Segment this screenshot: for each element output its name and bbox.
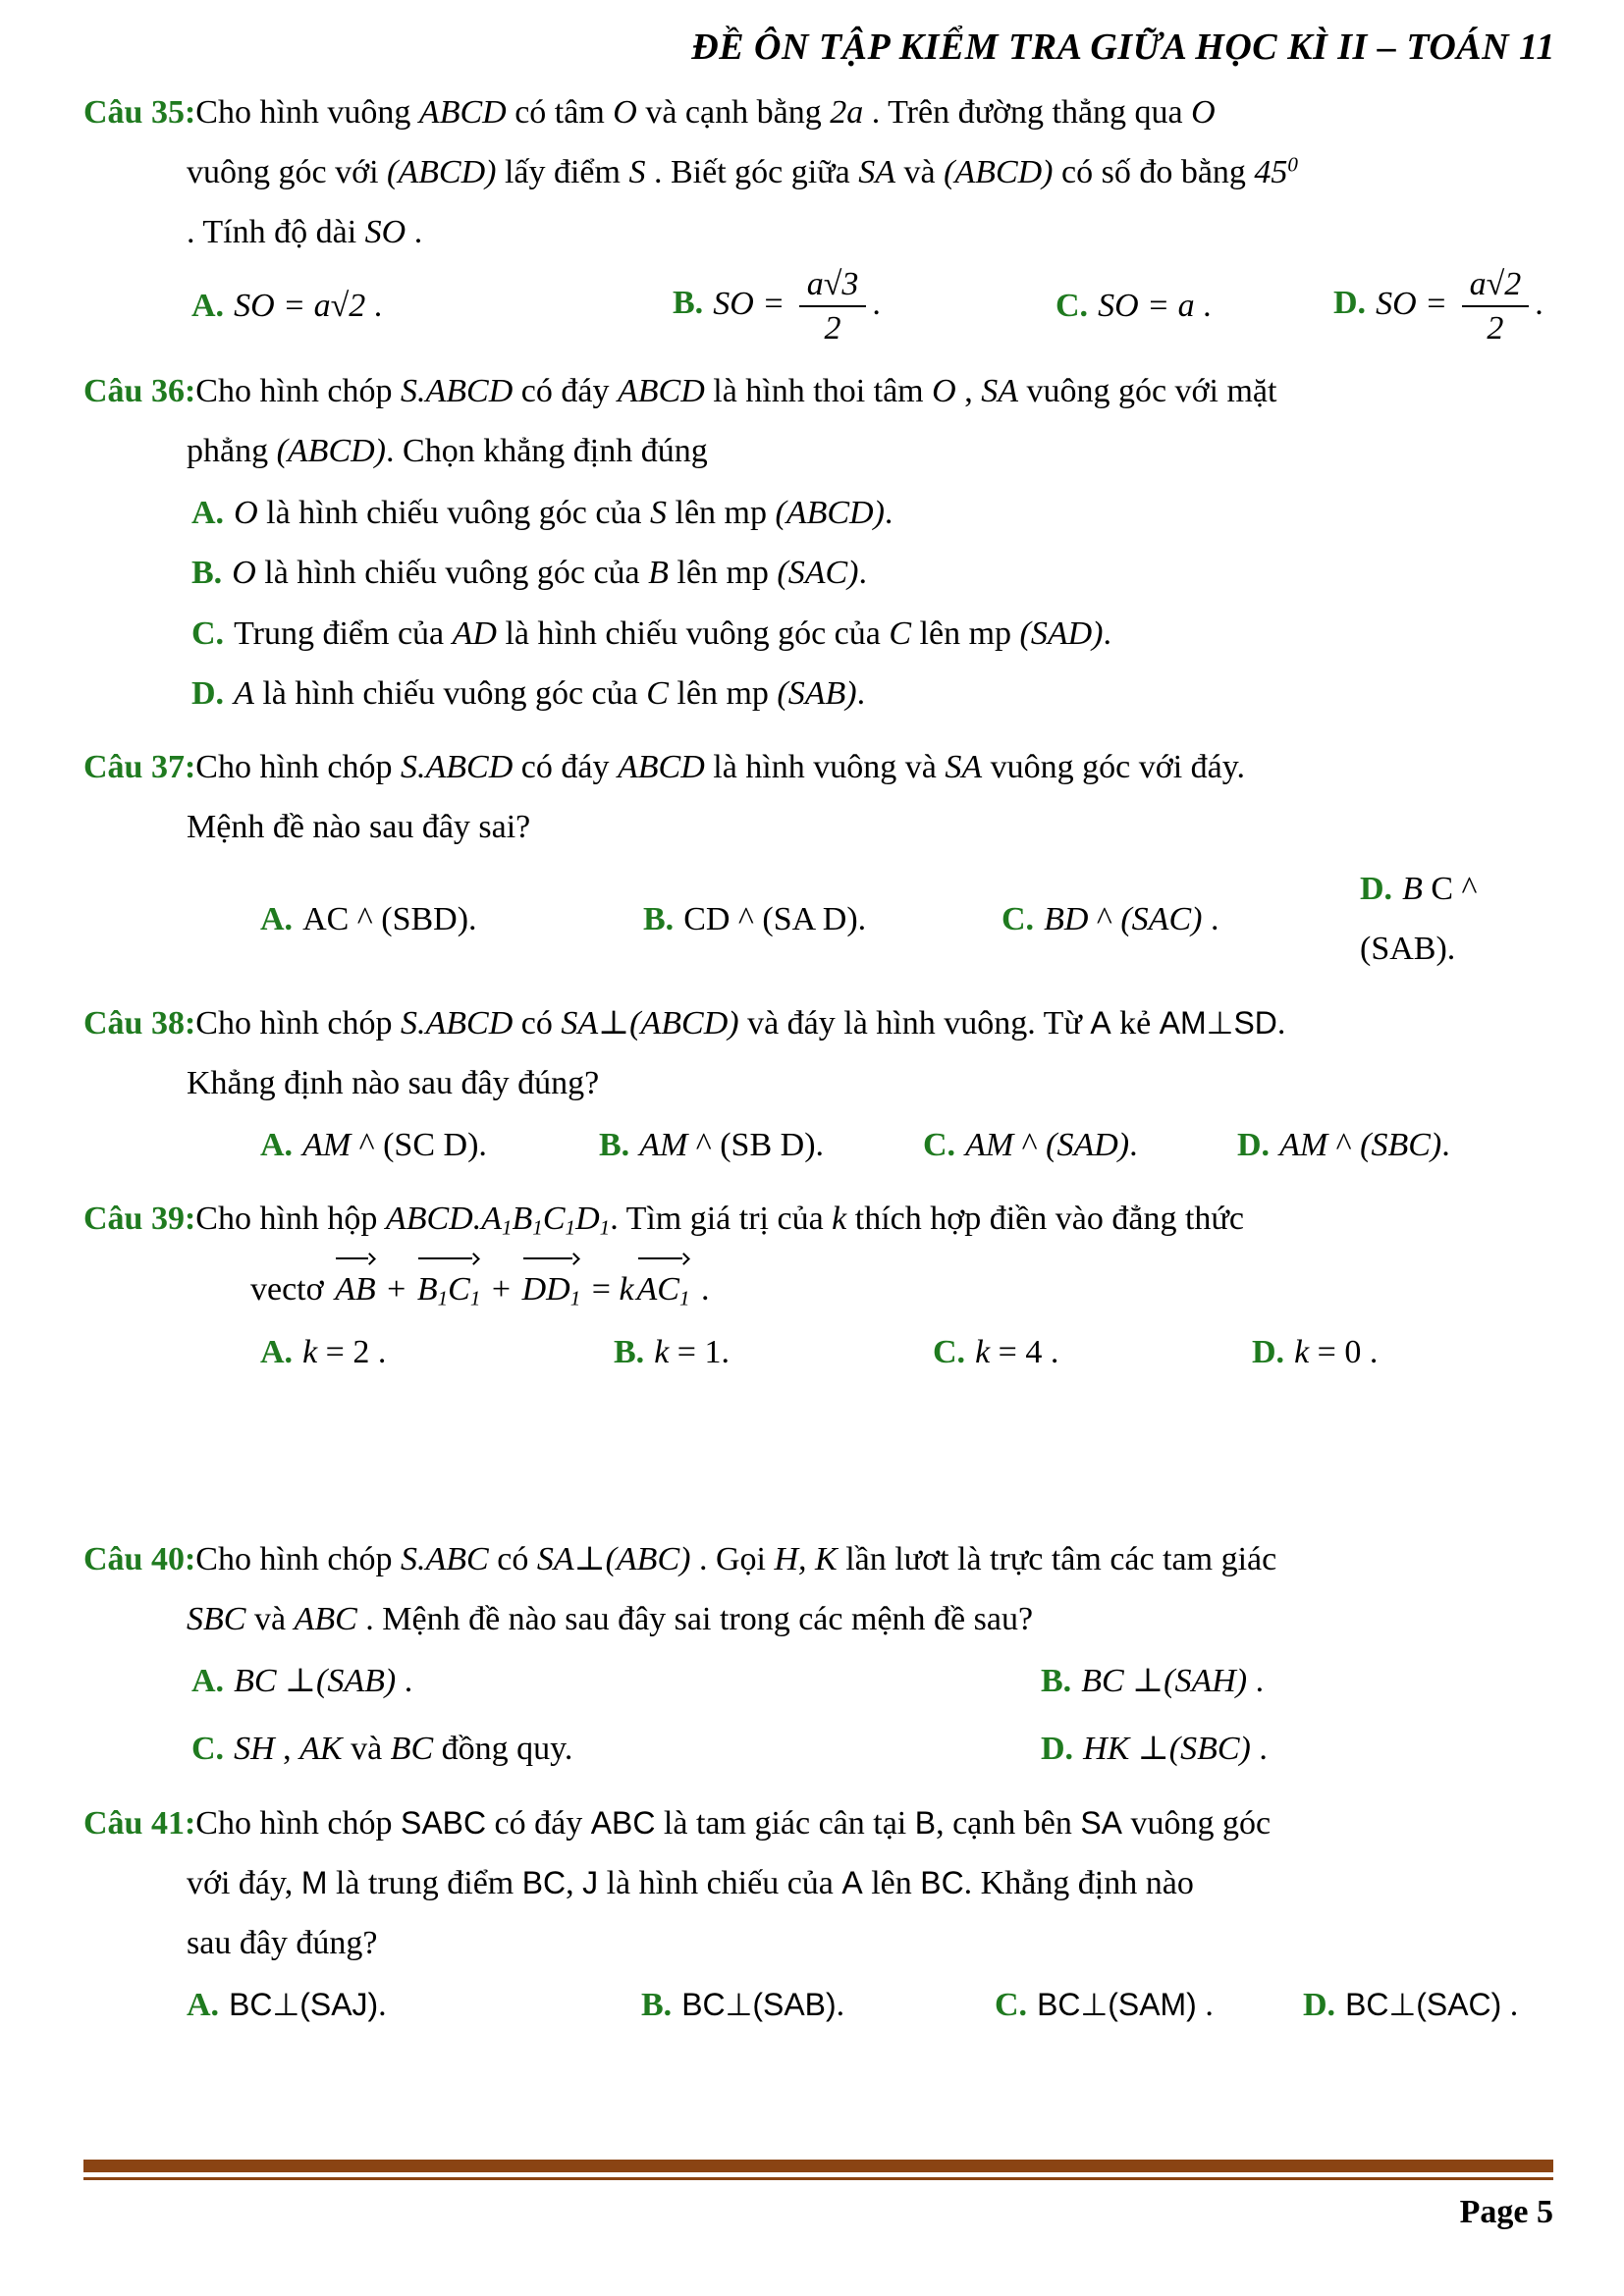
answer-option-b (1041, 1651, 1555, 1711)
option-text: BC⊥(SAJ). (229, 1987, 387, 2024)
question-number: Câu 39: (83, 1201, 196, 1238)
answer-options (260, 859, 1555, 979)
answer-options (187, 1975, 1555, 2035)
question-39 (83, 1189, 1555, 1382)
question-37 (83, 737, 1555, 980)
answer-option-a (191, 483, 1555, 543)
option-text: AM ^ (SBC). (1279, 1127, 1450, 1163)
option-text: B C ^ (SAB). (1360, 871, 1478, 968)
option-text: O là hình chiếu vuông góc của B lên mp (SAC). (232, 555, 867, 592)
answer-option-a (191, 276, 673, 336)
option-letter: A. (187, 1987, 220, 2024)
question-38 (83, 993, 1555, 1176)
statement-text: Cho hình chóp S.ABCD có SA⊥(ABCD) và đáy là hình vuông. Từ A kẻ AM⊥SD. Khẳng định nào sau đây đúng? (187, 1004, 1286, 1101)
option-letter: A. (191, 1663, 225, 1700)
option-text: SO = (713, 285, 793, 322)
answer-option-b (673, 265, 1056, 347)
option-text: BD ^ (SAC) . (1044, 900, 1219, 937)
option-letter: A. (191, 288, 225, 325)
answer-option-d (1252, 1322, 1555, 1382)
page-number: Page 5 (1459, 2194, 1553, 2230)
question-statement (83, 1189, 1555, 1249)
statement-text: Cho hình chóp S.ABCD có đáy ABCD là hình thoi tâm O , SA vuông góc với mặt phẳng (ABCD). Chọn khẳng định đúng (187, 372, 1277, 469)
option-letter: D. (1041, 1731, 1074, 1768)
question-40 (83, 1529, 1555, 1780)
vector-DD1: $DD_1$ (522, 1255, 581, 1319)
answer-options (260, 1115, 1555, 1175)
option-text: BC⊥(SAM) . (1037, 1987, 1214, 2024)
question-number: Câu 40: (83, 1540, 196, 1577)
option-text: AM ^ (SB D). (639, 1127, 825, 1163)
option-letter: C. (1056, 288, 1089, 325)
answer-option-d (1360, 859, 1555, 979)
option-letter: A. (191, 495, 225, 532)
question-35 (83, 82, 1555, 347)
answer-option-a (260, 889, 643, 949)
option-letter: B. (641, 1987, 673, 2024)
option-letter: A. (260, 1127, 294, 1163)
option-text: AM ^ (SC D). (302, 1127, 487, 1163)
question-number: Câu 41: (83, 1804, 196, 1842)
answer-option-c (933, 1322, 1252, 1382)
answer-option-d (1237, 1115, 1555, 1175)
option-letter: B. (643, 900, 675, 937)
option-letter: B. (673, 285, 704, 322)
answer-option-d (1333, 265, 1555, 347)
question-41 (83, 1793, 1555, 2036)
answer-option-c (923, 1115, 1237, 1175)
fraction-numerator: a√3 (799, 265, 867, 307)
fraction (1462, 265, 1530, 347)
answer-option-d (191, 664, 1555, 723)
page-footer (83, 2160, 1553, 2231)
answer-option-d (1041, 1719, 1555, 1779)
option-letter: B. (614, 1333, 645, 1370)
option-letter: C. (995, 1987, 1028, 2024)
answer-options (191, 1651, 1555, 1779)
answer-option-c (1001, 889, 1360, 949)
option-text: O là hình chiếu vuông góc của S lên mp (ABCD). (234, 495, 893, 532)
question-statement (83, 82, 1555, 263)
option-text: AC ^ (SBD). (302, 900, 477, 937)
option-letter: A. (260, 900, 294, 937)
option-text: SO = a . (1098, 288, 1212, 325)
answer-option-b (614, 1322, 933, 1382)
option-text: k = 1. (654, 1333, 730, 1370)
statement-text: Cho hình chóp SABC có đáy ABC là tam giác cân tại B, cạnh bên SA vuông góc với đáy, M là trung điểm BC, J là hình chiếu của A lên BC. Khẳng định nào sau đây đúng? (187, 1804, 1272, 1961)
vector-AC1: $AC_1$ (637, 1255, 690, 1319)
vector-B1C1: $B_1C_1$ (417, 1255, 481, 1319)
option-letter: D. (1303, 1987, 1336, 2024)
option-letter: C. (933, 1333, 966, 1370)
answer-option-a (260, 1322, 614, 1382)
equation-prefix: vectơ (250, 1271, 333, 1308)
answer-option-c (995, 1975, 1303, 2035)
statement-text: Cho hình chóp S.ABC có SA⊥(ABC) . Gọi H, K lần lươt là trực tâm các tam giác SBC và ABC . Mệnh đề nào sau đây sai trong các mệnh đề sau? (187, 1540, 1277, 1637)
footer-rule-thin (83, 2177, 1553, 2180)
option-text: BC ⊥(SAB) . (234, 1663, 413, 1700)
option-text: CD ^ (SA D). (683, 900, 867, 937)
option-tail: . (872, 285, 881, 322)
vector-equation (250, 1249, 1555, 1319)
option-text: HK ⊥(SBC) . (1083, 1731, 1268, 1768)
question-statement (83, 993, 1555, 1113)
answer-option-b (641, 1975, 995, 2035)
operator: = (583, 1271, 620, 1308)
answer-option-a (191, 1651, 1041, 1711)
option-letter: C. (191, 614, 225, 652)
question-36 (83, 361, 1555, 723)
answer-options (191, 265, 1555, 347)
operator: + (483, 1271, 519, 1308)
option-letter: C. (923, 1127, 956, 1163)
page-header-title: ĐỀ ÔN TẬP KIỂM TRA GIỮA HỌC KÌ II – TOÁN 11 (691, 27, 1555, 68)
answer-option-c (1056, 276, 1333, 336)
answer-options (260, 1322, 1555, 1382)
question-number: Câu 35: (83, 94, 196, 131)
option-text: BC ⊥(SAH) . (1081, 1663, 1265, 1700)
option-text: k = 2 . (302, 1333, 387, 1370)
option-text: SH , AK và BC đồng quy. (234, 1731, 573, 1768)
option-letter: D. (1333, 285, 1367, 322)
footer-rule-thick (83, 2160, 1553, 2172)
statement-text: Cho hình hộp $ABCD.A_1B_1C_1D_1$. Tìm giá trị của k thích hợp điền vào đẳng thức (195, 1201, 1244, 1240)
operator: + (378, 1271, 414, 1308)
answer-options (191, 483, 1555, 723)
question-number: Câu 38: (83, 1004, 196, 1041)
option-tail: . (1535, 285, 1543, 322)
answer-option-b (643, 889, 1001, 949)
answer-option-b (599, 1115, 923, 1175)
answer-option-a (260, 1115, 599, 1175)
option-text: k = 0 . (1294, 1333, 1379, 1370)
option-text: SO = (1376, 285, 1456, 322)
option-text: SO = a√2 . (234, 288, 383, 325)
equation-tail: . (692, 1271, 710, 1308)
option-text: BC⊥(SAC) . (1345, 1987, 1519, 2024)
option-letter: C. (1001, 900, 1035, 937)
answer-option-c (191, 604, 1555, 664)
fraction-denominator: 2 (1487, 309, 1504, 347)
option-letter: D. (1237, 1127, 1271, 1163)
option-letter: A. (260, 1333, 294, 1370)
answer-option-b (191, 543, 1555, 603)
option-text: k = 4 . (975, 1333, 1059, 1370)
coefficient-k: k (619, 1271, 634, 1308)
option-text: Trung điểm của AD là hình chiếu vuông góc của C lên mp (SAD). (234, 614, 1111, 652)
question-statement (83, 1529, 1555, 1649)
question-statement (83, 737, 1555, 857)
question-number: Câu 36: (83, 372, 196, 409)
vector-AB: AB (335, 1255, 376, 1319)
option-letter: D. (191, 674, 225, 712)
fraction-numerator: a√2 (1462, 265, 1530, 307)
option-letter: B. (191, 555, 223, 592)
fraction (799, 265, 867, 347)
option-letter: B. (1041, 1663, 1072, 1700)
question-statement (83, 361, 1555, 481)
option-letter: B. (599, 1127, 630, 1163)
option-letter: D. (1360, 871, 1393, 908)
option-letter: D. (1252, 1333, 1285, 1370)
fraction-denominator: 2 (824, 309, 841, 347)
option-text: BC⊥(SAB). (681, 1987, 845, 2024)
question-number: Câu 37: (83, 748, 196, 785)
option-letter: C. (191, 1731, 225, 1768)
answer-option-d (1303, 1975, 1555, 2035)
answer-option-c (191, 1719, 1041, 1779)
question-statement (83, 1793, 1555, 1974)
option-text: AM ^ (SAD). (965, 1127, 1138, 1163)
statement-text: Cho hình chóp S.ABCD có đáy ABCD là hình vuông và SA vuông góc với đáy. Mệnh đề nào sau đây sai? (187, 748, 1246, 846)
answer-option-a (187, 1975, 641, 2035)
option-text: A là hình chiếu vuông góc của C lên mp (SAB). (234, 674, 866, 712)
statement-text: Cho hình vuông ABCD có tâm O và cạnh bằng 2a . Trên đường thẳng qua O vuông góc với (ABCD) lấy điểm S . Biết góc giữa SA và (ABCD) có số đo bằng $45^0$ . Tính độ dài SO . (187, 94, 1298, 251)
